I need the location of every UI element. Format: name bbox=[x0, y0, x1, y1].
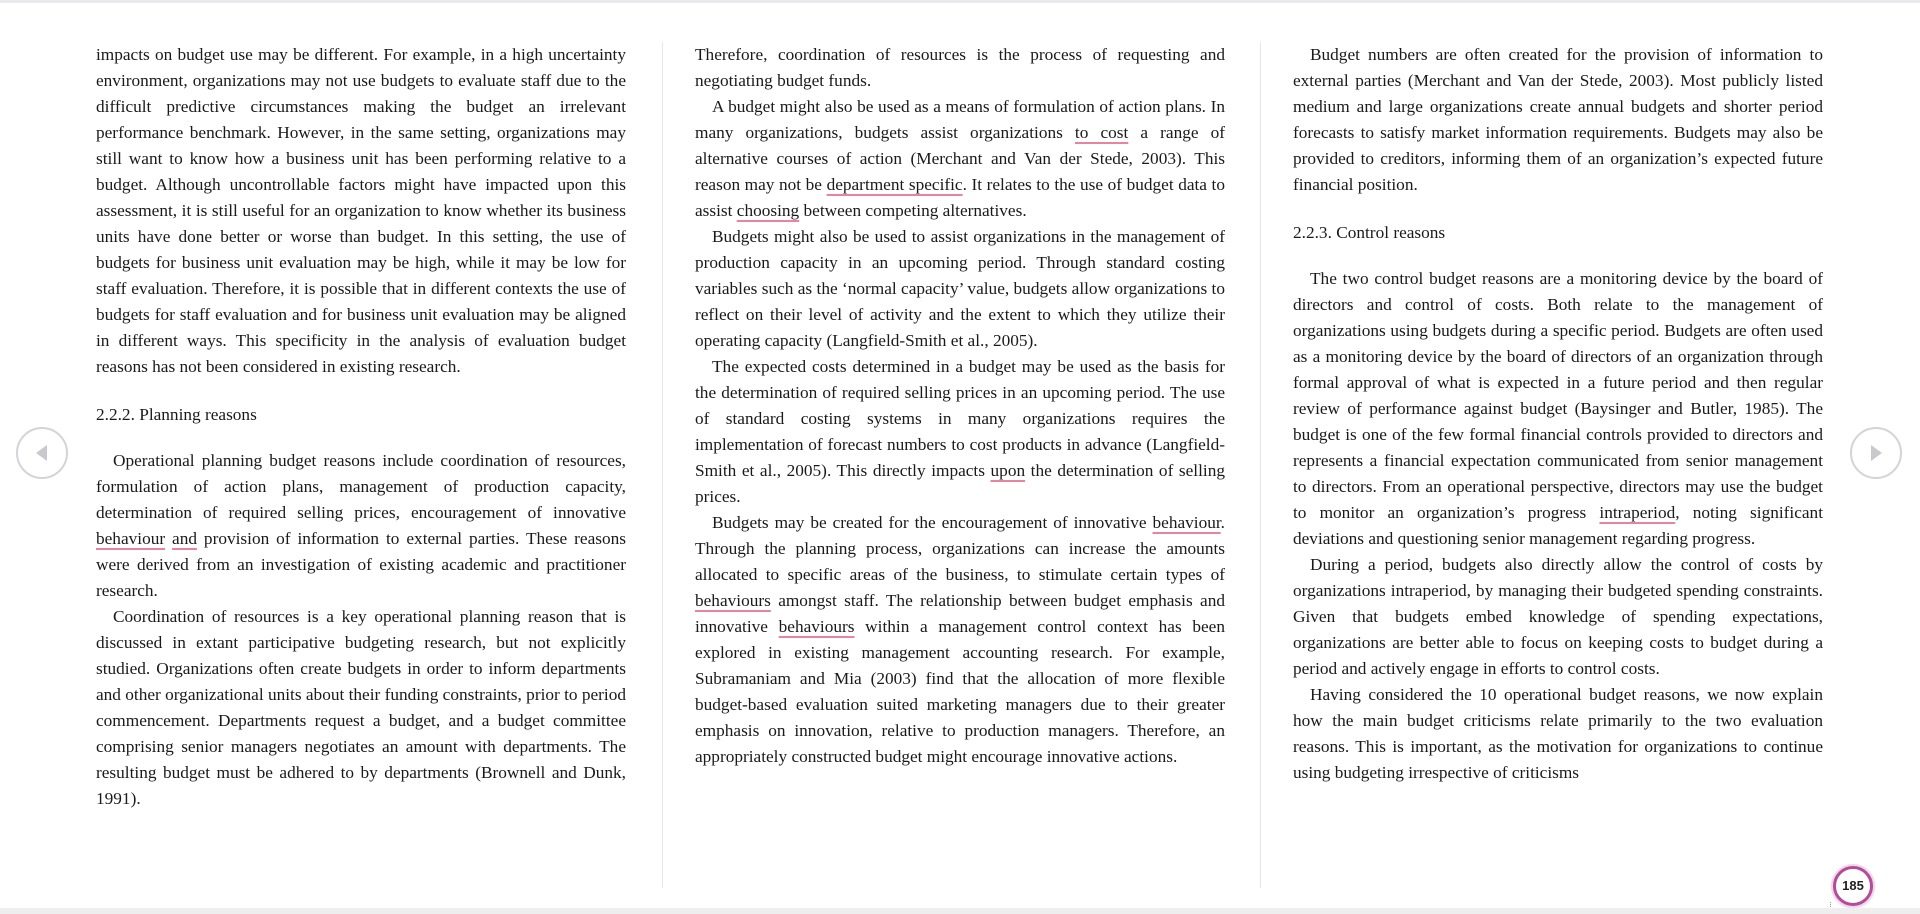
text-run: the determination of selling prices. bbox=[695, 461, 1225, 506]
highlighted-word[interactable]: and bbox=[172, 529, 197, 548]
highlighted-word[interactable]: department specific bbox=[826, 175, 963, 194]
paragraph bbox=[96, 448, 626, 604]
text-run bbox=[165, 529, 172, 548]
previous-page-button[interactable] bbox=[16, 427, 68, 479]
section-heading-planning-reasons: 2.2.2. Planning reasons bbox=[96, 405, 257, 424]
chevron-left-icon bbox=[18, 429, 66, 477]
highlighted-word[interactable]: behaviours bbox=[778, 617, 855, 636]
text-column-right bbox=[1293, 42, 1823, 786]
text-run: . Through the planning process, organizations can increase the amounts allocated to specific areas of the business, to stimulate certain types of bbox=[695, 513, 1225, 584]
paragraph bbox=[695, 354, 1225, 510]
text-run: provision of information to external parties. These reasons were derived from an investigation of existing academic and practitioner research. bbox=[96, 529, 626, 600]
highlighted-word[interactable]: intraperiod bbox=[1599, 503, 1676, 522]
highlighted-word[interactable]: behaviour bbox=[96, 529, 166, 548]
highlighted-word[interactable]: behaviours bbox=[695, 591, 771, 610]
column-divider bbox=[1260, 42, 1261, 888]
column-divider bbox=[662, 42, 663, 888]
text-run: A budget might also be used as a means of formulation of action plans. In many organizations, budgets assist organizations bbox=[695, 97, 1225, 142]
text-column-left bbox=[96, 42, 626, 812]
paragraph bbox=[1293, 266, 1823, 552]
section-heading-control-reasons: 2.2.3. Control reasons bbox=[1293, 223, 1446, 242]
highlighted-word[interactable]: choosing bbox=[736, 201, 800, 220]
paragraph bbox=[695, 510, 1225, 770]
text-run: Budgets may be created for the encouragement of innovative bbox=[712, 513, 1153, 532]
highlighted-word[interactable]: to cost bbox=[1074, 123, 1129, 142]
text-run: a range of alternative courses of action (Merchant and Van der Stede, 2003). This reason may not be bbox=[695, 123, 1225, 194]
text-run: The two control budget reasons are a monitoring device by the board of directors and control of costs. Both relate to the management of organizations using budgets during a specific period. Budgets are often used as a monitoring device by the board of directors of an organization through formal approval of what is expected in a future period and then regular review of performance against budget (Baysinger and Butler, 1985). The budget is one of the few formal financial controls provided to directors and represents a financial expectation communicated from senior management to directors. From an operational perspective, directors may use the budget to monitor an organization’s progress bbox=[1293, 269, 1823, 522]
paragraph: Having considered the 10 operational budget reasons, we now explain how the main budget criticisms relate primarily to the two evaluation reasons. This is important, as the motivation for organizations to continue using budgeting irrespective of criticisms bbox=[1293, 685, 1823, 782]
paragraph: Coordination of resources is a key operational planning reason that is discussed in extant participative budgeting research, but not explicitly studied. Organizations often create budgets in order to inform departments and other organizational units about their funding constraints, prior to period commencement. Departments request a budget, and a budget committee comprising senior managers negotiates an amount with departments. The resulting budget must be adhered to by departments (Brownell and Dunk, 1991). bbox=[96, 607, 626, 808]
next-page-button[interactable] bbox=[1850, 427, 1902, 479]
top-border bbox=[0, 0, 1920, 3]
text-column-middle bbox=[695, 42, 1225, 770]
paragraph: Therefore, coordination of resources is the process of requesting and negotiating budget funds. bbox=[695, 45, 1225, 90]
paragraph: During a period, budgets also directly allow the control of costs by organizations intraperiod, by managing their budgeted spending constraints. Given that budgets embed knowledge of spending expectations, organizations are better able to focus on keeping costs to budget during a period and actively engage in efforts to control costs. bbox=[1293, 555, 1823, 678]
text-run: Operational planning budget reasons include coordination of resources, formulation of action plans, management of production capacity, determination of required selling prices, encouragement of innovative bbox=[96, 451, 626, 522]
chevron-right-icon bbox=[1852, 429, 1900, 477]
paragraph bbox=[695, 94, 1225, 224]
text-run: within a management control context has been explored in existing management accounting research. For example, Subramaniam and Mia (2003) find that the allocation of more flexible budget-based evaluation suited marketing managers due to their greater emphasis on innovation, relative to production managers. Therefore, an appropriately constructed budget might encourage innovative actions. bbox=[695, 617, 1225, 766]
text-run: , noting significant deviations and questioning senior management regarding progress. bbox=[1293, 503, 1824, 548]
paragraph: Budget numbers are often created for the provision of information to external parties (Merchant and Van der Stede, 2003). Most publicly listed medium and large organizations create annual budgets and shorter period forecasts to satisfy market information requirements. Budgets may also be provided to creditors, informing them of an organization’s expected future financial position. bbox=[1293, 45, 1823, 194]
text-run: amongst staff. The relationship between budget emphasis and innovative bbox=[695, 591, 1225, 636]
highlighted-word[interactable]: upon bbox=[990, 461, 1026, 480]
text-run: The expected costs determined in a budget may be used as the basis for the determination of required selling prices in an upcoming period. The use of standard costing systems in many organizations requires the implementation of forecast numbers to cost products in advance (Langfield-Smith et al., 2005). This directly impacts bbox=[695, 357, 1225, 480]
highlighted-word[interactable]: behaviour bbox=[1152, 513, 1221, 532]
page-number-badge[interactable]: 185 bbox=[1833, 866, 1873, 906]
paragraph: impacts on budget use may be different. For example, in a high uncertainty environment, organizations may not use budgets to evaluate staff due to the difficult predictive circumstances making the budget an irrelevant performance benchmark. However, in the same setting, organizations may still want to know how a business unit has been performing relative to a budget. Although uncontrollable factors might have impacted upon this assessment, it is still useful for an organization to know whether its business units have done better or worse than budget. In this setting, the use of budgets for business unit evaluation may be high, while it may be low for staff evaluation. Therefore, it is possible that in different contexts the use of budgets for staff evaluation and for business unit evaluation may be aligned in different ways. This specificity in the analysis of evaluation budget reasons has not been considered in existing research. bbox=[96, 45, 626, 376]
paragraph: Budgets might also be used to assist organizations in the management of production capacity in an upcoming period. Through standard costing variables such as the ‘normal capacity’ value, budgets allow organizations to reflect on their level of activity and the extent to which they utilize their operating capacity (Langfield-Smith et al., 2005). bbox=[695, 227, 1225, 350]
bottom-border bbox=[0, 908, 1920, 914]
text-run: between competing alternatives. bbox=[799, 201, 1027, 220]
text-run: . It relates to the use of budget data to assist bbox=[695, 175, 1225, 220]
